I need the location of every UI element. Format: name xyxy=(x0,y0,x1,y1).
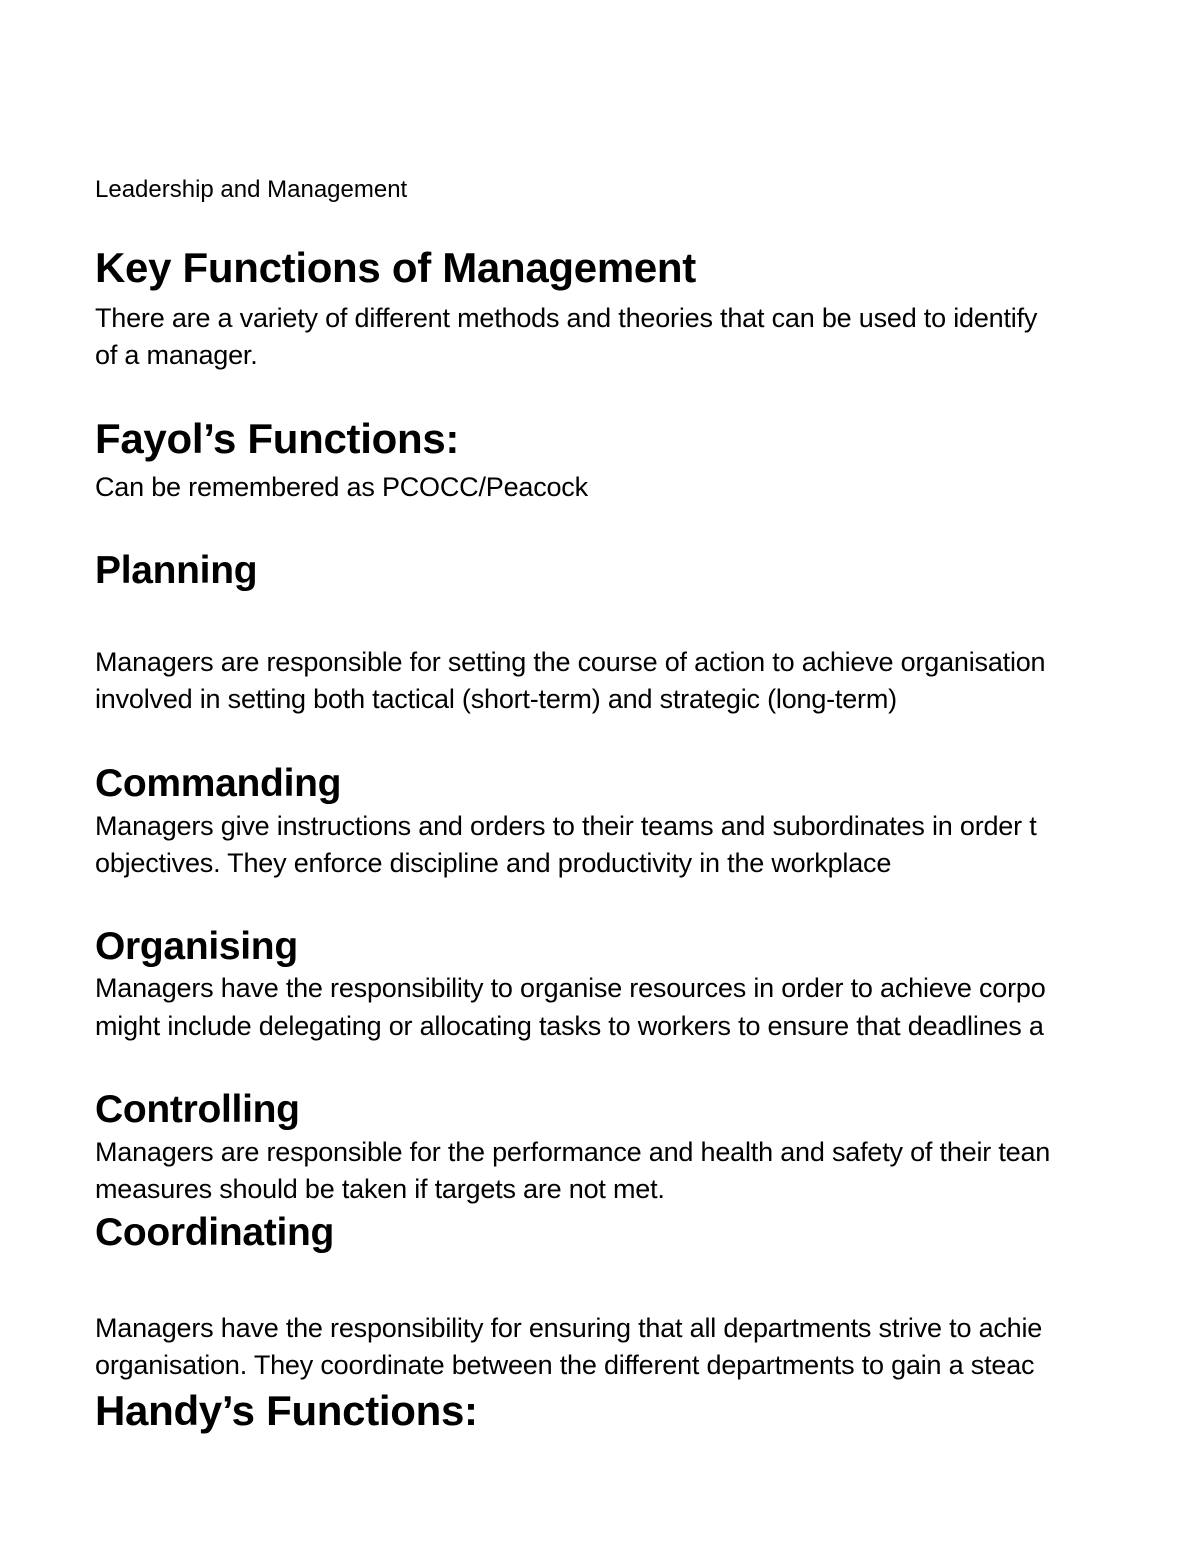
handy-heading: Handy’s Functions: xyxy=(95,1387,478,1434)
planning-line-2: involved in setting both tactical (short-term) and strategic (long-term) xyxy=(95,684,897,714)
section-heading-planning: Planning xyxy=(95,549,258,592)
planning-line-1: Managers are responsible for setting the course of action to achieve organisation xyxy=(95,647,1046,677)
section-heading-coordinating: Coordinating xyxy=(95,1211,335,1254)
section-heading-organising: Organising xyxy=(95,925,298,968)
intro-line-2: of a manager. xyxy=(95,340,258,370)
section-heading-controlling: Controlling xyxy=(95,1088,300,1131)
controlling-line-2: measures should be taken if targets are not met. xyxy=(95,1174,665,1204)
intro-line-1: There are a variety of different methods and theories that can be used to identify xyxy=(95,303,1038,333)
section-heading-commanding: Commanding xyxy=(95,762,342,805)
fayol-heading: Fayol’s Functions: xyxy=(95,415,460,462)
document-title: Key Functions of Management xyxy=(95,244,696,291)
controlling-line-1: Managers are responsible for the performance and health and safety of their tean xyxy=(95,1137,1051,1167)
page-header: Leadership and Management xyxy=(95,176,408,203)
coordinating-line-2: organisation. They coordinate between the different departments to gain a steac xyxy=(95,1350,1035,1380)
organising-line-1: Managers have the responsibility to organise resources in order to achieve corpo xyxy=(95,973,1046,1003)
commanding-line-2: objectives. They enforce discipline and productivity in the workplace xyxy=(95,848,892,878)
organising-line-2: might include delegating or allocating tasks to workers to ensure that deadlines a xyxy=(95,1011,1044,1041)
commanding-line-1: Managers give instructions and orders to their teams and subordinates in order t xyxy=(95,811,1037,841)
fayol-subtitle: Can be remembered as PCOCC/Peacock xyxy=(95,472,588,502)
coordinating-line-1: Managers have the responsibility for ensuring that all departments strive to achie xyxy=(95,1313,1043,1343)
